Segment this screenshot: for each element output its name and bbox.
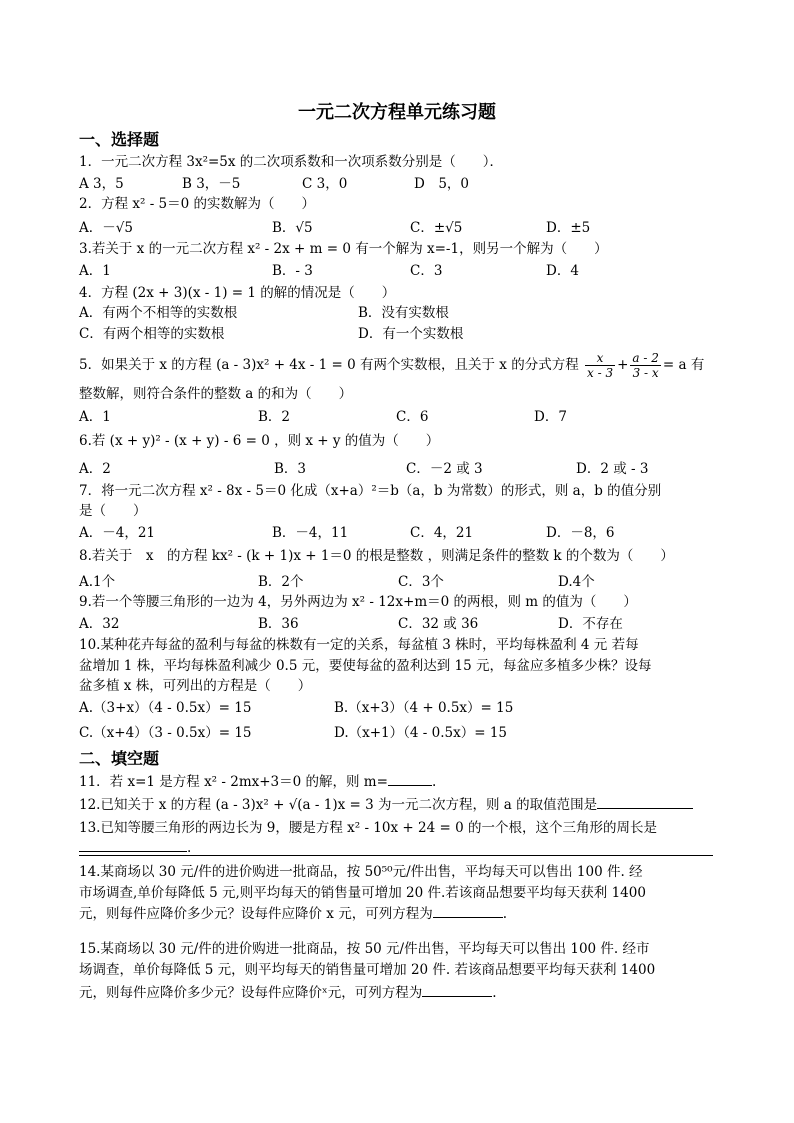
- q5-option-b: B．2: [258, 409, 291, 425]
- q5-plus: +: [617, 357, 629, 373]
- q7-option-d: D．－8，6: [546, 525, 615, 541]
- q5-stem-text: 5．如果关于 x 的方程 (a - 3)x² + 4x - 1 = 0 有两个实数根，且关于 x 的分式方程: [79, 357, 579, 373]
- q5-fraction-1-numerator: x: [585, 351, 615, 366]
- q13-end: .: [187, 840, 192, 856]
- q12-stem: 12.已知关于 x 的方程 (a - 3)x² + √(a - 1)x = 3 为一元二次方程，则 a 的取值范围是: [79, 797, 598, 813]
- question-7-stem-line2: 是（ ）: [79, 503, 147, 519]
- question-10-line3: 盆多植 x 株，可列出的方程是（ ）: [79, 678, 312, 694]
- question-8-stem: 8.若关于 x 的方程 kx² - (k + 1)x + 1＝0 的根是整数 ，则满足条件的整数 k 的个数为（ ）: [79, 548, 674, 564]
- q1-option-c: C 3，0: [302, 176, 348, 192]
- question-11: [79, 773, 436, 791]
- question-15-line2: 场调查，单价每降低 5 元，则平均每天的销售量可增加 20 件. 若该商品想要平均每天获利 1400: [79, 962, 656, 978]
- q10-option-c: C.（x+4）（3 - 0.5x）= 15: [79, 725, 252, 741]
- q1-option-a: A 3，5: [79, 176, 124, 192]
- q11-end: .: [431, 774, 437, 790]
- question-1-stem: 1．一元二次方程 3x²=5x 的二次项系数和一次项系数分别是（ ）．: [79, 154, 504, 170]
- q5-option-d: D．7: [534, 409, 567, 425]
- q2-option-d: D．±5: [546, 220, 591, 236]
- q5-fraction-2: [630, 351, 660, 380]
- q3-option-b: B．- 3: [272, 263, 313, 279]
- q5-fraction-2-numerator: a - 2: [632, 351, 659, 365]
- q3-option-d: D．4: [546, 263, 579, 279]
- q10-option-b: B.（x+3）（4 + 0.5x）= 15: [334, 700, 514, 716]
- question-3-stem: 3.若关于 x 的一元二次方程 x² - 2x + m = 0 有一个解为 x=-1，则另一个解为（ ）: [79, 241, 608, 257]
- q7-option-b: B．－4，11: [272, 525, 349, 541]
- question-2-stem: 2．方程 x² - 5＝0 的实数解为（ ）: [79, 196, 316, 212]
- question-13-line1: 13.已知等腰三角形的两边长为 9，腰是方程 x² - 10x + 24 = 0 的一个根，这个三角形的周长是: [79, 820, 657, 836]
- q13-answer-blank[interactable]: [79, 839, 187, 852]
- q6-option-b: B．3: [274, 461, 307, 477]
- q11-stem: 11．若 x=1 是方程 x² - 2mx+3＝0 的解，则 m=: [79, 774, 388, 790]
- q11-answer-blank[interactable]: [388, 773, 432, 786]
- q7-option-a: A．－4，21: [79, 525, 156, 541]
- q8-option-a: A.1个: [79, 574, 116, 590]
- q5-fraction-2-denominator: 3 - x: [632, 366, 659, 380]
- q2-option-a: A．－√5: [79, 220, 133, 236]
- question-14-line1: 14.某商场以 30 元/件的进价购进一批商品，按 50⁵⁰元/件出售，平均每天可以售出 100 件. 经: [79, 864, 643, 880]
- question-7-stem-line1: 7．将一元二次方程 x² - 8x - 5＝0 化成（x+a）²＝b（a，b 为常数）的形式，则 a，b 的值分别: [79, 483, 662, 499]
- q4-option-d: D．有一个实数根: [358, 326, 464, 342]
- question-15-line3: [79, 984, 497, 1002]
- q6-option-c: C．－2 或 3: [406, 461, 483, 477]
- q9-option-b: B．36: [258, 616, 299, 632]
- question-12: [79, 796, 693, 814]
- q2-option-b: B．√5: [272, 220, 313, 236]
- question-10-line1: 10.某种花卉每盆的盈利与每盆的株数有一定的关系，每盆植 3 株时，平均每株盈利 4 元 若每: [79, 637, 639, 653]
- question-4-stem: 4．方程 (2x + 3)(x - 1) = 1 的解的情况是（ ）: [79, 285, 396, 301]
- q5-tail: = a 有: [662, 357, 705, 373]
- q5-option-c: C．6: [396, 409, 429, 425]
- q15-end: .: [492, 985, 497, 1001]
- q14-end: .: [502, 906, 507, 922]
- q5-option-a: A．1: [79, 409, 111, 425]
- q14-line3-text: 元，则每件应降价多少元？设每件应降价 x 元，可列方程为: [79, 906, 433, 922]
- divider-rule: [79, 855, 713, 856]
- page-title: 一元二次方程单元练习题: [298, 102, 496, 123]
- q15-answer-blank[interactable]: [422, 984, 492, 997]
- q4-option-c: C．有两个相等的实数根: [79, 326, 225, 342]
- q8-option-d: D.4个: [558, 574, 595, 590]
- question-5-stem-line1: [79, 350, 704, 380]
- q3-option-a: A．1: [79, 263, 111, 279]
- q12-answer-blank[interactable]: [597, 796, 693, 809]
- q14-answer-blank[interactable]: [433, 905, 503, 918]
- section-heading-fill: 二、填空题: [79, 749, 160, 768]
- question-6-stem: 6.若 (x + y)² - (x + y) - 6 = 0 ，则 x + y 的值为（ ）: [79, 433, 440, 449]
- q4-option-b: B．没有实数根: [358, 305, 449, 321]
- q9-option-a: A．32: [79, 616, 120, 632]
- q3-option-c: C．3: [410, 263, 443, 279]
- q4-option-a: A．有两个不相等的实数根: [79, 305, 238, 321]
- q9-option-c: C．32 或 36: [398, 616, 479, 632]
- question-15-line1: 15.某商场以 30 元/件的进价购进一批商品，按 50 元/件出售，平均每天可以售出 100 件. 经市: [79, 941, 650, 957]
- q8-option-b: B．2个: [258, 574, 304, 590]
- question-14-line2: 市场调查,单价每降低 5 元,则平均每天的销售量可增加 20 件.若该商品想要平均每天获利 1400: [79, 885, 646, 901]
- q1-option-b: B 3，－5: [182, 176, 241, 192]
- q10-option-a: A.（3+x）（4 - 0.5x）= 15: [79, 700, 252, 716]
- q5-fraction-1: [585, 351, 615, 380]
- question-10-line2: 盆增加 1 株，平均每株盈利减少 0.5 元，要使每盆的盈利达到 15 元，每盆应多植多少株？设每: [79, 658, 652, 674]
- q6-option-d: D．2 或 - 3: [576, 461, 649, 477]
- q7-option-c: C．4，21: [410, 525, 474, 541]
- section-heading-choice: 一、选择题: [79, 130, 160, 149]
- q2-option-c: C．±√5: [410, 220, 463, 236]
- q6-option-a: A．2: [79, 461, 111, 477]
- q8-option-c: C．3个: [398, 574, 444, 590]
- q5-fraction-1-denominator: x - 3: [587, 366, 614, 380]
- question-5-stem-line2: 整数解，则符合条件的整数 a 的和为（ ）: [79, 386, 353, 402]
- question-14-line3: [79, 905, 507, 923]
- question-9-stem: 9.若一个等腰三角形的一边为 4，另外两边为 x² - 12x+m＝0 的两根，则 m 的值为（ ）: [79, 594, 637, 610]
- q10-option-d: D.（x+1）（4 - 0.5x）= 15: [334, 725, 507, 741]
- q1-option-d: D 5，0: [414, 176, 470, 192]
- q15-line3-text: 元，则每件应降价多少元？设每件应降价ˣ元，可列方程为: [79, 985, 423, 1001]
- q9-option-d: D．不存在: [558, 616, 623, 632]
